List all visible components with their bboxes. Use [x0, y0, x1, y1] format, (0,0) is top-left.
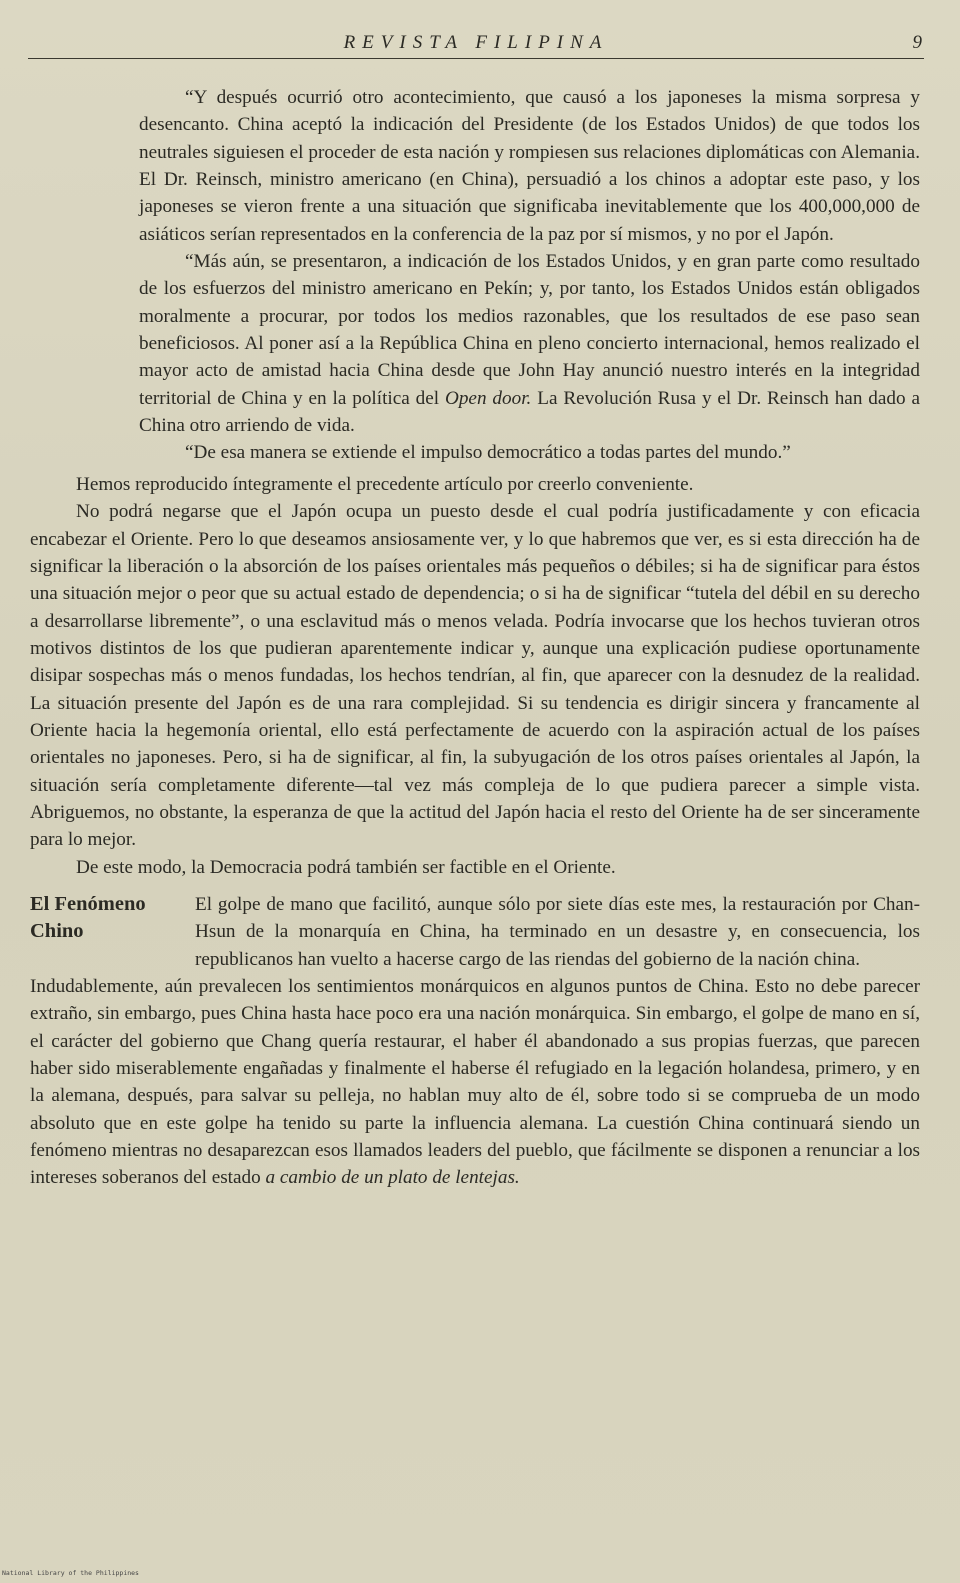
page-body	[30, 84, 920, 1192]
library-credit: National Library of the Philippines	[2, 1569, 139, 1577]
quote-paragraph-2-tail: La Revolución Rusa y el Dr. Reinsch han dado a China otro arriendo de vida.	[139, 387, 920, 437]
article-paragraph-1: Hemos reproducido íntegramente el precedente artículo por creerlo conveniente.	[76, 473, 694, 495]
running-title: REVISTA FILIPINA	[343, 32, 609, 53]
quote-paragraph-1: “Y después ocurrió otro acontecimiento, que causó a los japoneses la misma sorpresa y desencanto. China aceptó la indicación del Presidente (de los Estados Unidos) de que todos los neutrales siguiesen el proceder de esta nación y rompiesen sus relaciones diplomáticas con Alemania. El Dr. Reinsch, ministro americano (en China), persuadió a los chinos a adoptar este paso, y los japoneses se vieron frente a una situación que significaba inevitablemente que los 400,000,000 de asiáticos serían representados en la conferencia de la paz por sí mismos, y no por el Japón.	[139, 87, 920, 245]
section-intro-column	[195, 891, 920, 973]
quote-paragraph-2-text: “Más aún, se presentaron, a indicación de los Estados Unidos, y en gran parte como resultado de los esfuerzos del ministro americano en Pekín; y, por tanto, los Estados Unidos están obligados moralmente a procurar, por todos los medios razonables, que los resultados de ese paso sean beneficiosos. Al poner así a la República China en pleno concierto internacional, hemos realizado el mayor acto de amistad hacia China desde que John Hay anunció nuestro interés en la integridad territorial de China y en la política del	[139, 251, 920, 409]
page-number: 9	[912, 32, 922, 53]
side-title-line-1: El Fenómeno	[30, 892, 146, 915]
plato-de-lentejas-italic: a cambio de un plato de lentejas.	[265, 1167, 520, 1189]
section-continuation-text: Indudablemente, aún prevalecen los sentimientos monárquicos en algunos puntos de China. Esto no debe parecer extraño, sin embargo, pues China hasta hace poco era una nación monárquica. Sin embargo, el golpe de mano en sí, el carácter del gobierno que Chang quería restaurar, el haber él abandonado a sus propias fuerzas, que parecen haber sido miserablemente engañadas y finalmente el haberse él refugiado en la legación holandesa, primero, y en la alemana, después, para salvar su pelleja, no hablan muy alto de él, sobre todo si se comprueba de un modo absoluto que en este golpe ha tenido su parte la influencia alemana. La cuestión China continuará siendo un fenómeno mientras no desaparezcan esos llamados leaders del pueblo, que fácilmente se disponen a renunciar a los intereses soberanos del estado	[30, 976, 920, 1189]
section-intro: El golpe de mano que facilitó, aunque sólo por siete días este mes, la restauración por Chan-Hsun de la monarquía en China, ha terminado en un desastre y, en consecuencia, los republicanos han vuelto a hacerse cargo de las riendas del gobierno de la nación china.	[195, 893, 920, 970]
article-paragraph-2: No podrá negarse que el Japón ocupa un puesto desde el cual podría justificadamente y con eficacia encabezar el Oriente. Pero lo que deseamos ansiosamente ver, y lo que habremos que ver, es si esta dirección ha de significar la liberación o la absorción de los países orientales más pequeños o débiles; si ha de significar para éstos una situación mejor o peor que su actual estado de dependencia; o si ha de significar “tutela del débil en su derecho a desarrollarse libremente”, o una esclavitud más o menos velada. Podría invocarse que los hechos tuvieran otros motivos distintos de los que pudieran aparentemente indicar y, aunque una explicación pudiese oportunamente disipar sospechas más o menos fundadas, los hechos tendrían, al fin, que aparecer con la desnudez de la realidad. La situación presente del Japón es de una rara complejidad. Si su tendencia es dirigir sincera y francamente al Oriente hacia la hegemonía oriental, ello está perfectamente de acuerdo con la aspiración actual de los países orientales no japoneses. Pero, si ha de significar, al fin, la subyugación de los otros países orientales al Japón, la situación sería completamente diferente—tal vez más compleja de lo que pudiera parecer a simple vista. Abriguemos, no obstante, la esperanza de que la actitud del Japón hacia el resto del Oriente ha de ser sinceramente para lo mejor.	[30, 501, 920, 851]
open-door-italic: Open door.	[444, 387, 532, 409]
quote-paragraph-2	[139, 248, 920, 439]
section-el-fenomeno-chino	[30, 891, 920, 973]
section-continuation	[30, 973, 920, 1192]
quote-paragraph-3: “De esa manera se extiende el impulso democrático a todas partes del mundo.”	[185, 442, 791, 464]
running-header	[28, 30, 924, 59]
side-title-line-2: Chino	[30, 920, 84, 943]
quoted-passage	[30, 84, 920, 467]
section-side-title	[30, 891, 195, 973]
article-paragraph-3: De este modo, la Democracia podrá también ser factible en el Oriente.	[76, 856, 616, 878]
